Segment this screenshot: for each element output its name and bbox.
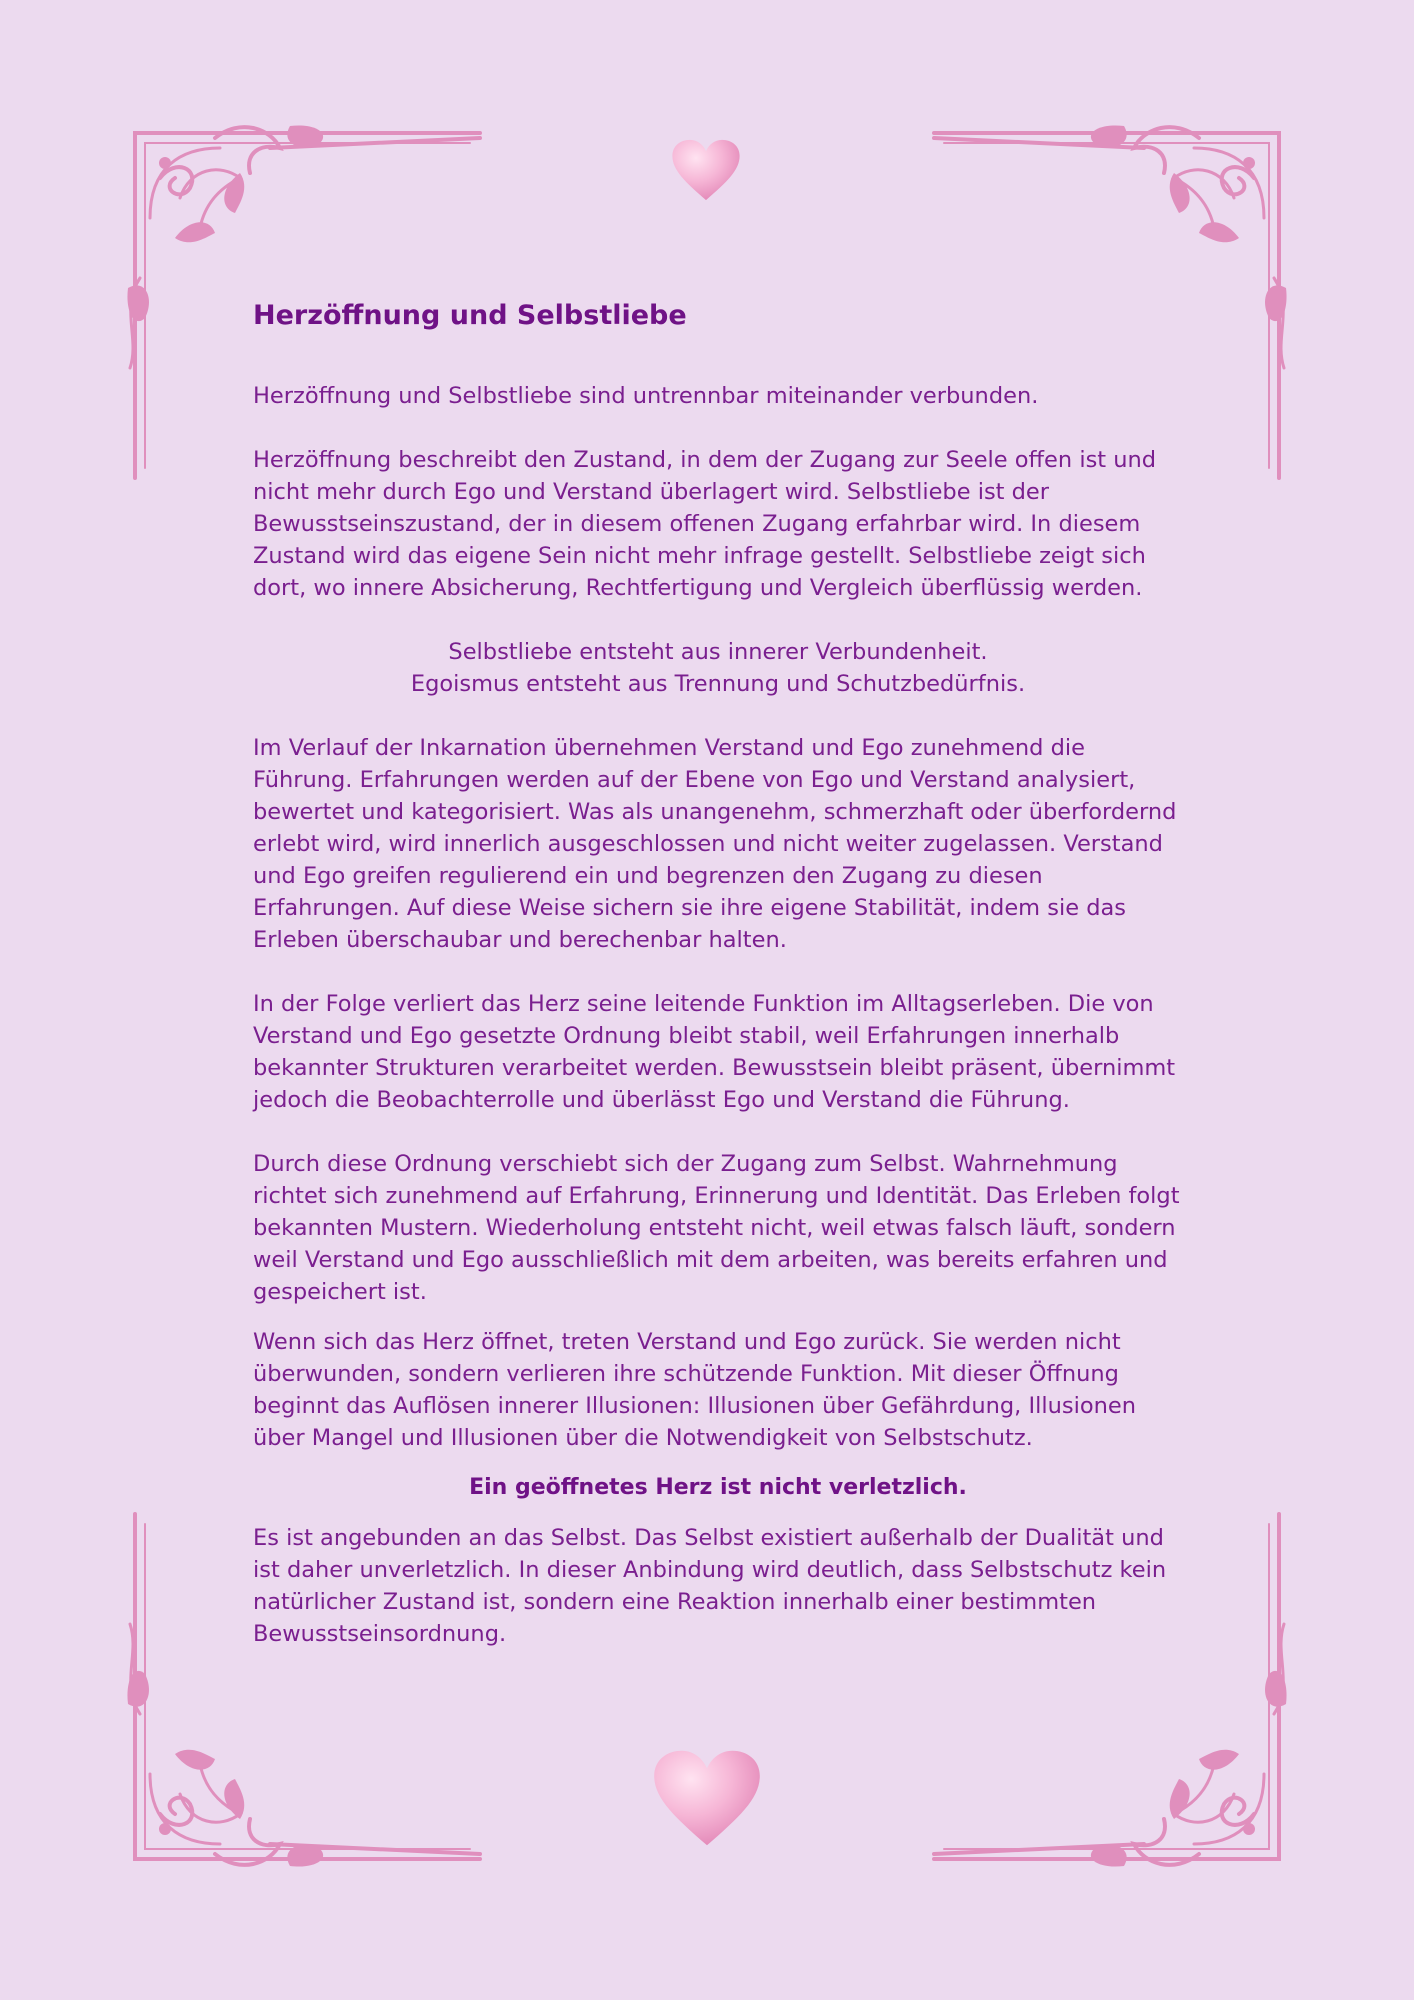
heart-icon <box>652 1748 762 1848</box>
quote-line: Selbstliebe entsteht aus innerer Verbundenheit. <box>448 639 988 665</box>
paragraph: Herzöffnung und Selbstliebe sind untrennbar miteinander verbunden. <box>253 383 1039 409</box>
emphasis-statement: Ein geöffnetes Herz ist nicht verletzlich. <box>469 1475 967 1500</box>
paragraph: Es ist angebunden an das Selbst. Das Selbst existiert außerhalb der Dualität und ist daher unverletzlich. In dieser Anbindung wird deutlich, dass Selbstschutz kein natürlicher Zustand ist, sondern eine Reaktion innerhalb einer bestimmten Bewusstseinsordnung. <box>253 1525 1167 1647</box>
page-title: Herzöffnung und Selbstliebe <box>253 300 687 331</box>
paragraph: Wenn sich das Herz öffnet, treten Verstand und Ego zurück. Sie werden nicht überwunden, sondern verlieren ihre schützende Funktion. Mit dieser Öffnung beginnt das Auflösen innerer Illusionen: Illusionen über Gefährdung, Illusionen über Mangel und Illusionen über die Notwendigkeit von Selbstschutz. <box>253 1329 1136 1451</box>
document-body <box>253 296 1183 1682</box>
centered-quote <box>253 636 1183 700</box>
paragraph: Im Verlauf der Inkarnation übernehmen Verstand und Ego zunehmend die Führung. Erfahrungen werden auf der Ebene von Ego und Verstand analysiert, bewertet und kategorisiert. Was als unangenehm, schmerzhaft oder überfordernd erlebt wird, wird innerlich ausgeschlossen und nicht weiter zugelassen. Verstand und Ego greifen regulierend ein und begrenzen den Zugang zu diesen Erfahrungen. Auf diese Weise sichern sie ihre eigene Stabilität, indem sie das Erleben überschaubar und berechenbar halten. <box>253 735 1177 953</box>
paragraph: Herzöffnung beschreibt den Zustand, in dem der Zugang zur Seele offen ist und nicht mehr durch Ego und Verstand überlagert wird. Selbstliebe ist der Bewusstseinszustand, der in diesem offenen Zugang erfahrbar wird. In diesem Zustand wird das eigene Sein nicht mehr infrage gestellt. Selbstliebe zeigt sich dort, wo innere Absicherung, Rechtfertigung und Vergleich überflüssig werden. <box>253 447 1157 601</box>
paragraph: In der Folge verliert das Herz seine leitende Funktion im Alltagserleben. Die von Verstand und Ego gesetzte Ordnung bleibt stabil, weil Erfahrungen innerhalb bekannter Strukturen verarbeitet werden. Bewusstsein bleibt präsent, übernimmt jedoch die Beobachterrolle und überlässt Ego und Verstand die Führung. <box>253 991 1176 1113</box>
heart-icon <box>671 138 741 202</box>
paragraph: Durch diese Ordnung verschiebt sich der Zugang zum Selbst. Wahrnehmung richtet sich zunehmend auf Erfahrung, Erinnerung und Identität. Das Erleben folgt bekannten Mustern. Wiederholung entsteht nicht, weil etwas falsch läuft, sondern weil Verstand und Ego ausschließlich mit dem arbeiten, was bereits erfahren und gespeichert ist. <box>253 1151 1180 1305</box>
quote-line: Egoismus entsteht aus Trennung und Schutzbedürfnis. <box>410 671 1026 697</box>
